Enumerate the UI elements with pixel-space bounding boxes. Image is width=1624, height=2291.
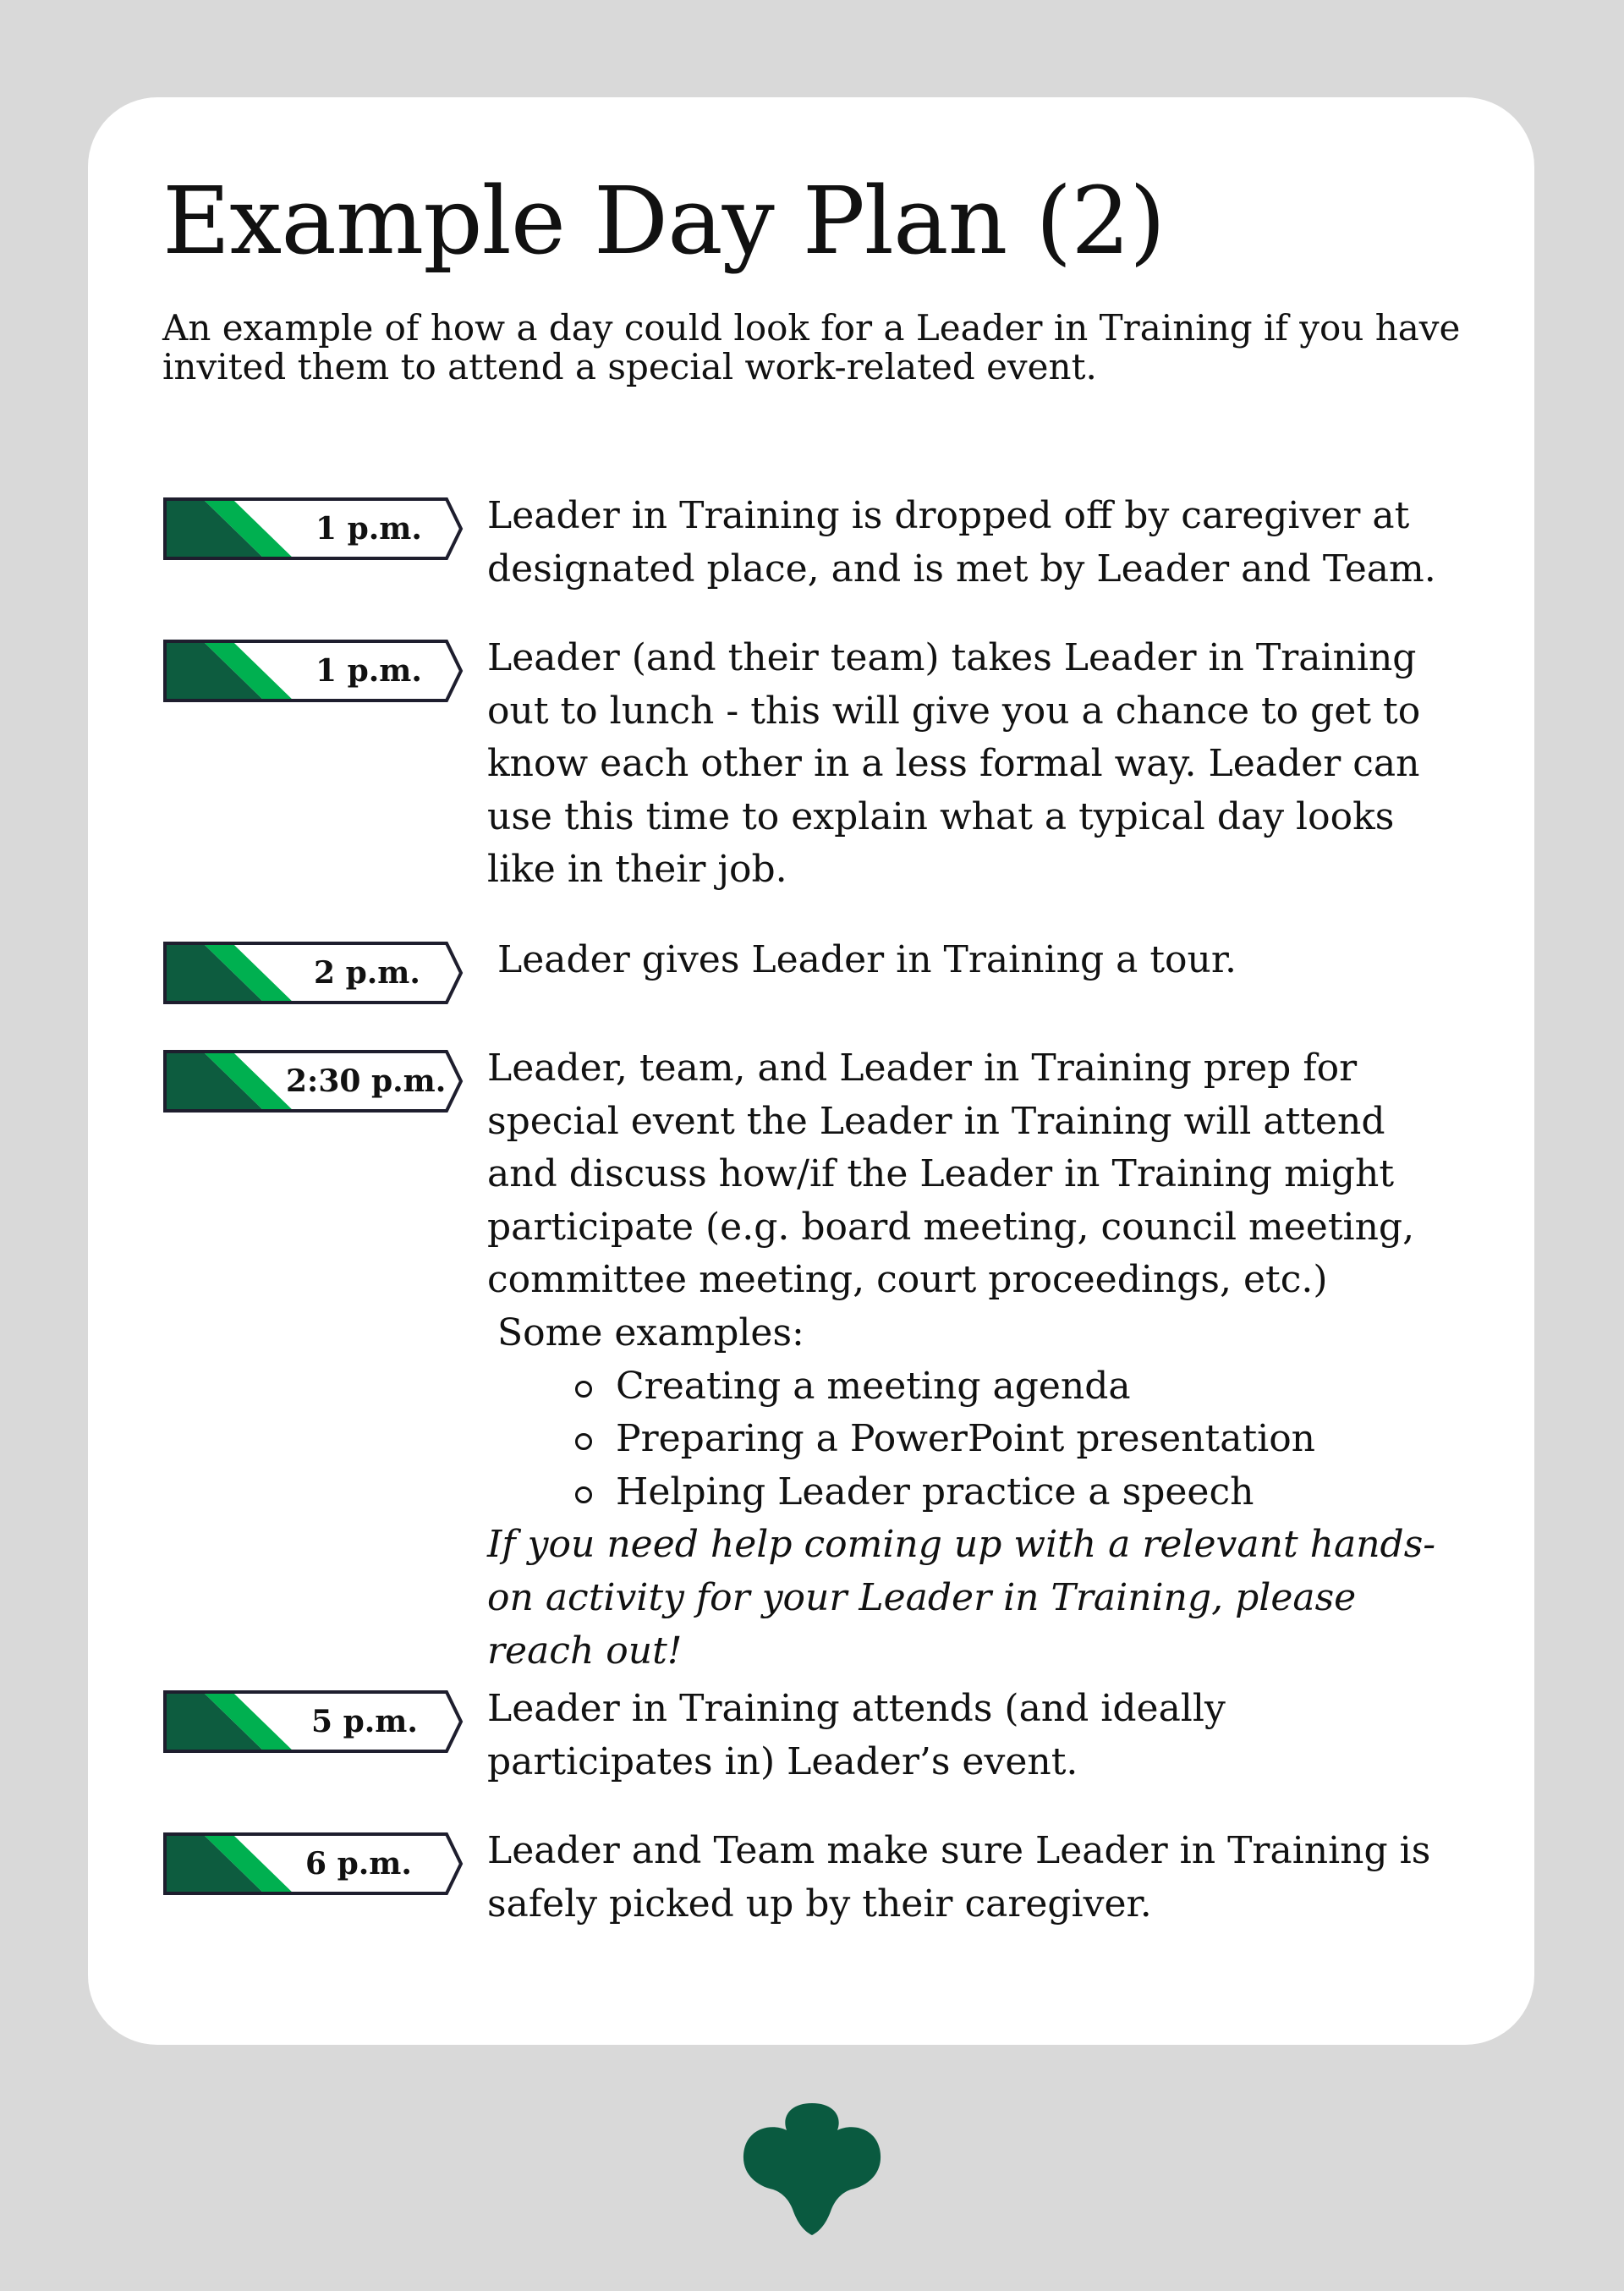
entry-text: Leader and Team make sure Leader in Training is safely picked up by their caregiver.	[487, 1829, 1431, 1926]
entry-text: Leader gives Leader in Training a tour.	[497, 938, 1237, 981]
page-title: Example Day Plan (2)	[162, 167, 1166, 275]
time-tag	[162, 1049, 467, 1113]
examples-list	[487, 1360, 1443, 1519]
time-label: 5 p.m.	[311, 1704, 418, 1739]
entry-text: Leader, team, and Leader in Training prep for special event the Leader in Training will attend and discuss how/if the Leader in Training might participate (e.g. board meeting, council meeting, committee meeting, court proceedings, etc.)	[487, 1047, 1415, 1302]
help-note: If you need help coming up with a relevant hands-on activity for your Leader in Training, please reach out!	[487, 1523, 1436, 1673]
time-label: 1 p.m.	[315, 653, 422, 689]
time-label: 6 p.m.	[305, 1846, 412, 1882]
examples-label: Some examples:	[497, 1310, 804, 1354]
time-label: 2:30 p.m.	[286, 1063, 447, 1099]
intro-text: An example of how a day could look for a Leader in Training if you have invited them to attend a special work-related event.	[162, 307, 1461, 387]
trefoil-icon	[739, 2101, 885, 2237]
time-tag	[162, 1832, 467, 1896]
entry-text: Leader in Training is dropped off by caregiver at designated place, and is met by Leader and Team.	[487, 494, 1436, 591]
time-tag	[162, 639, 467, 703]
time-label: 1 p.m.	[315, 511, 422, 547]
entry-text: Leader (and their team) takes Leader in Training out to lunch - this will give you a chance to get to know each other in a less formal way. Leader can use this time to explain what a typical day looks like in their job.	[487, 636, 1421, 892]
time-label: 2 p.m.	[314, 955, 420, 991]
list-item: Creating a meeting agenda	[575, 1360, 1443, 1414]
time-tag	[162, 941, 467, 1005]
time-tag	[162, 1689, 467, 1754]
list-item: Preparing a PowerPoint presentation	[575, 1413, 1443, 1466]
entry-text: Leader in Training attends (and ideally participates in) Leader’s event.	[487, 1687, 1226, 1783]
content-card	[88, 97, 1534, 2045]
time-tag	[162, 497, 467, 561]
list-item: Helping Leader practice a speech	[575, 1466, 1443, 1519]
entry-text-block	[487, 1042, 1443, 1678]
